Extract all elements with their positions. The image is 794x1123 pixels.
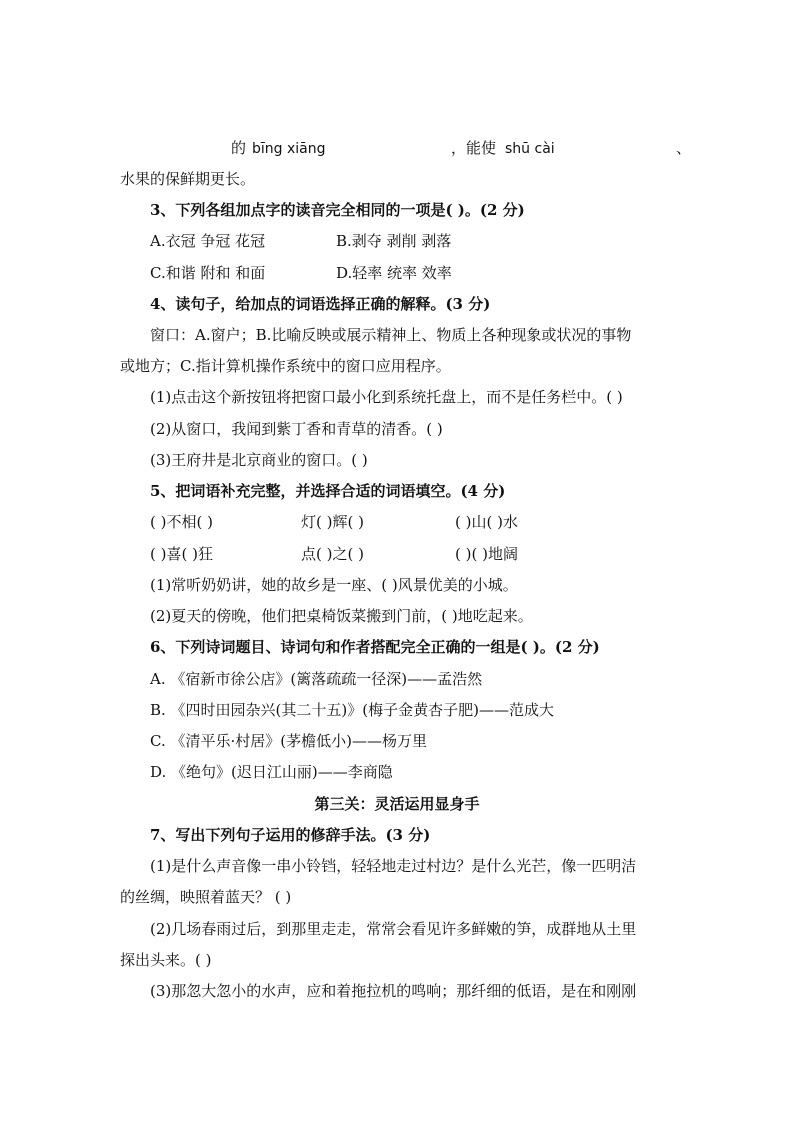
section-3-heading: 第三关：灵活运用显身手 xyxy=(314,795,480,813)
q7-sentence-3-line1: (3)那忽大忽小的水声，应和着拖拉机的鸣响；那纤细的低语，是在和刚刚 xyxy=(150,982,637,1000)
q7-sentence-1-line1: (1)是什么声音像一串小铃铛，轻轻地走过村边？是什么光芒，像一匹明洁 xyxy=(150,857,637,875)
q4-sentence-1: (1)点击这个新按钮将把窗口最小化到系统托盘上，而不是任务栏中。( ) xyxy=(150,388,623,406)
q7-sentence-2-line1: (2)几场春雨过后，到那里走走，常常会看见许多鲜嫩的笋，成群地从土里 xyxy=(150,920,637,938)
q4-sentence-3: (3)王府井是北京商业的窗口。( ) xyxy=(150,451,368,469)
q5-word-1: ( )不相( ) xyxy=(150,513,213,531)
q4-definition-line2: 或地方；C.指计算机操作系统中的窗口应用程序。 xyxy=(120,357,451,375)
q3-title: 3、下列各组加点字的读音完全相同的一项是( )。(2 分) xyxy=(150,201,525,219)
q6-option-a: A. 《宿新市徐公店》(篱落疏疏一径深)——孟浩然 xyxy=(150,670,483,688)
q2-de: 的 xyxy=(231,139,247,157)
q5-word-4: ( )喜( )狂 xyxy=(150,545,213,563)
q5-sentence-1: (1)常听奶奶讲，她的故乡是一座、( )风景优美的小城。 xyxy=(150,576,518,594)
q2-mid-text: ，能使 xyxy=(451,139,497,157)
q5-title: 5、把词语补充完整，并选择合适的词语填空。(4 分) xyxy=(150,482,506,500)
q6-option-c: C. 《清平乐·村居》(茅檐低小)——杨万里 xyxy=(150,732,427,750)
q3-option-b: B.剥夺 剥削 剥落 xyxy=(336,232,452,250)
q3-option-c: C.和谐 附和 和面 xyxy=(150,264,266,282)
q5-word-6: ( )( )地阔 xyxy=(455,545,518,563)
q5-word-2: 灯( )辉( ) xyxy=(301,513,364,531)
q5-word-5: 点( )之( ) xyxy=(301,545,364,563)
q5-sentence-2: (2)夏天的傍晚，他们把桌椅饭菜搬到门前，( )地吃起来。 xyxy=(150,607,533,625)
q2-dun-mark: 、 xyxy=(676,139,692,157)
q5-word-3: ( )山( )水 xyxy=(455,513,518,531)
q4-definition-line1: 窗口：A.窗户；B.比喻反映或展示精神上、物质上各种现象或状况的事物 xyxy=(150,326,632,344)
q4-title: 4、读句子，给加点的词语选择正确的解释。(3 分) xyxy=(150,295,491,313)
q3-option-d: D.轻率 统率 效率 xyxy=(336,264,452,282)
q6-option-b: B. 《四时田园杂兴(其二十五)》(梅子金黄杏子肥)——范成大 xyxy=(150,701,554,719)
q7-sentence-1-line2: 的丝绸，映照着蓝天？ ( ) xyxy=(120,888,292,906)
q3-option-a: A.衣冠 争冠 花冠 xyxy=(150,232,266,250)
q7-sentence-2-line2: 探出头来。( ) xyxy=(120,951,212,969)
q4-sentence-2: (2)从窗口，我闻到紫丁香和青草的清香。( ) xyxy=(150,420,443,438)
q2-pinyin-bingxiang: bīng xiāng xyxy=(252,141,326,157)
q2-pinyin-shucai: shū cài xyxy=(505,141,555,157)
q2-line2: 水果的保鲜期更长。 xyxy=(120,170,256,188)
q6-title: 6、下列诗词题目、诗词句和作者搭配完全正确的一组是( )。(2 分) xyxy=(150,638,600,656)
q7-title: 7、写出下列句子运用的修辞手法。(3 分) xyxy=(150,826,431,844)
q6-option-d: D. 《绝句》(迟日江山丽)——李商隐 xyxy=(150,763,393,781)
